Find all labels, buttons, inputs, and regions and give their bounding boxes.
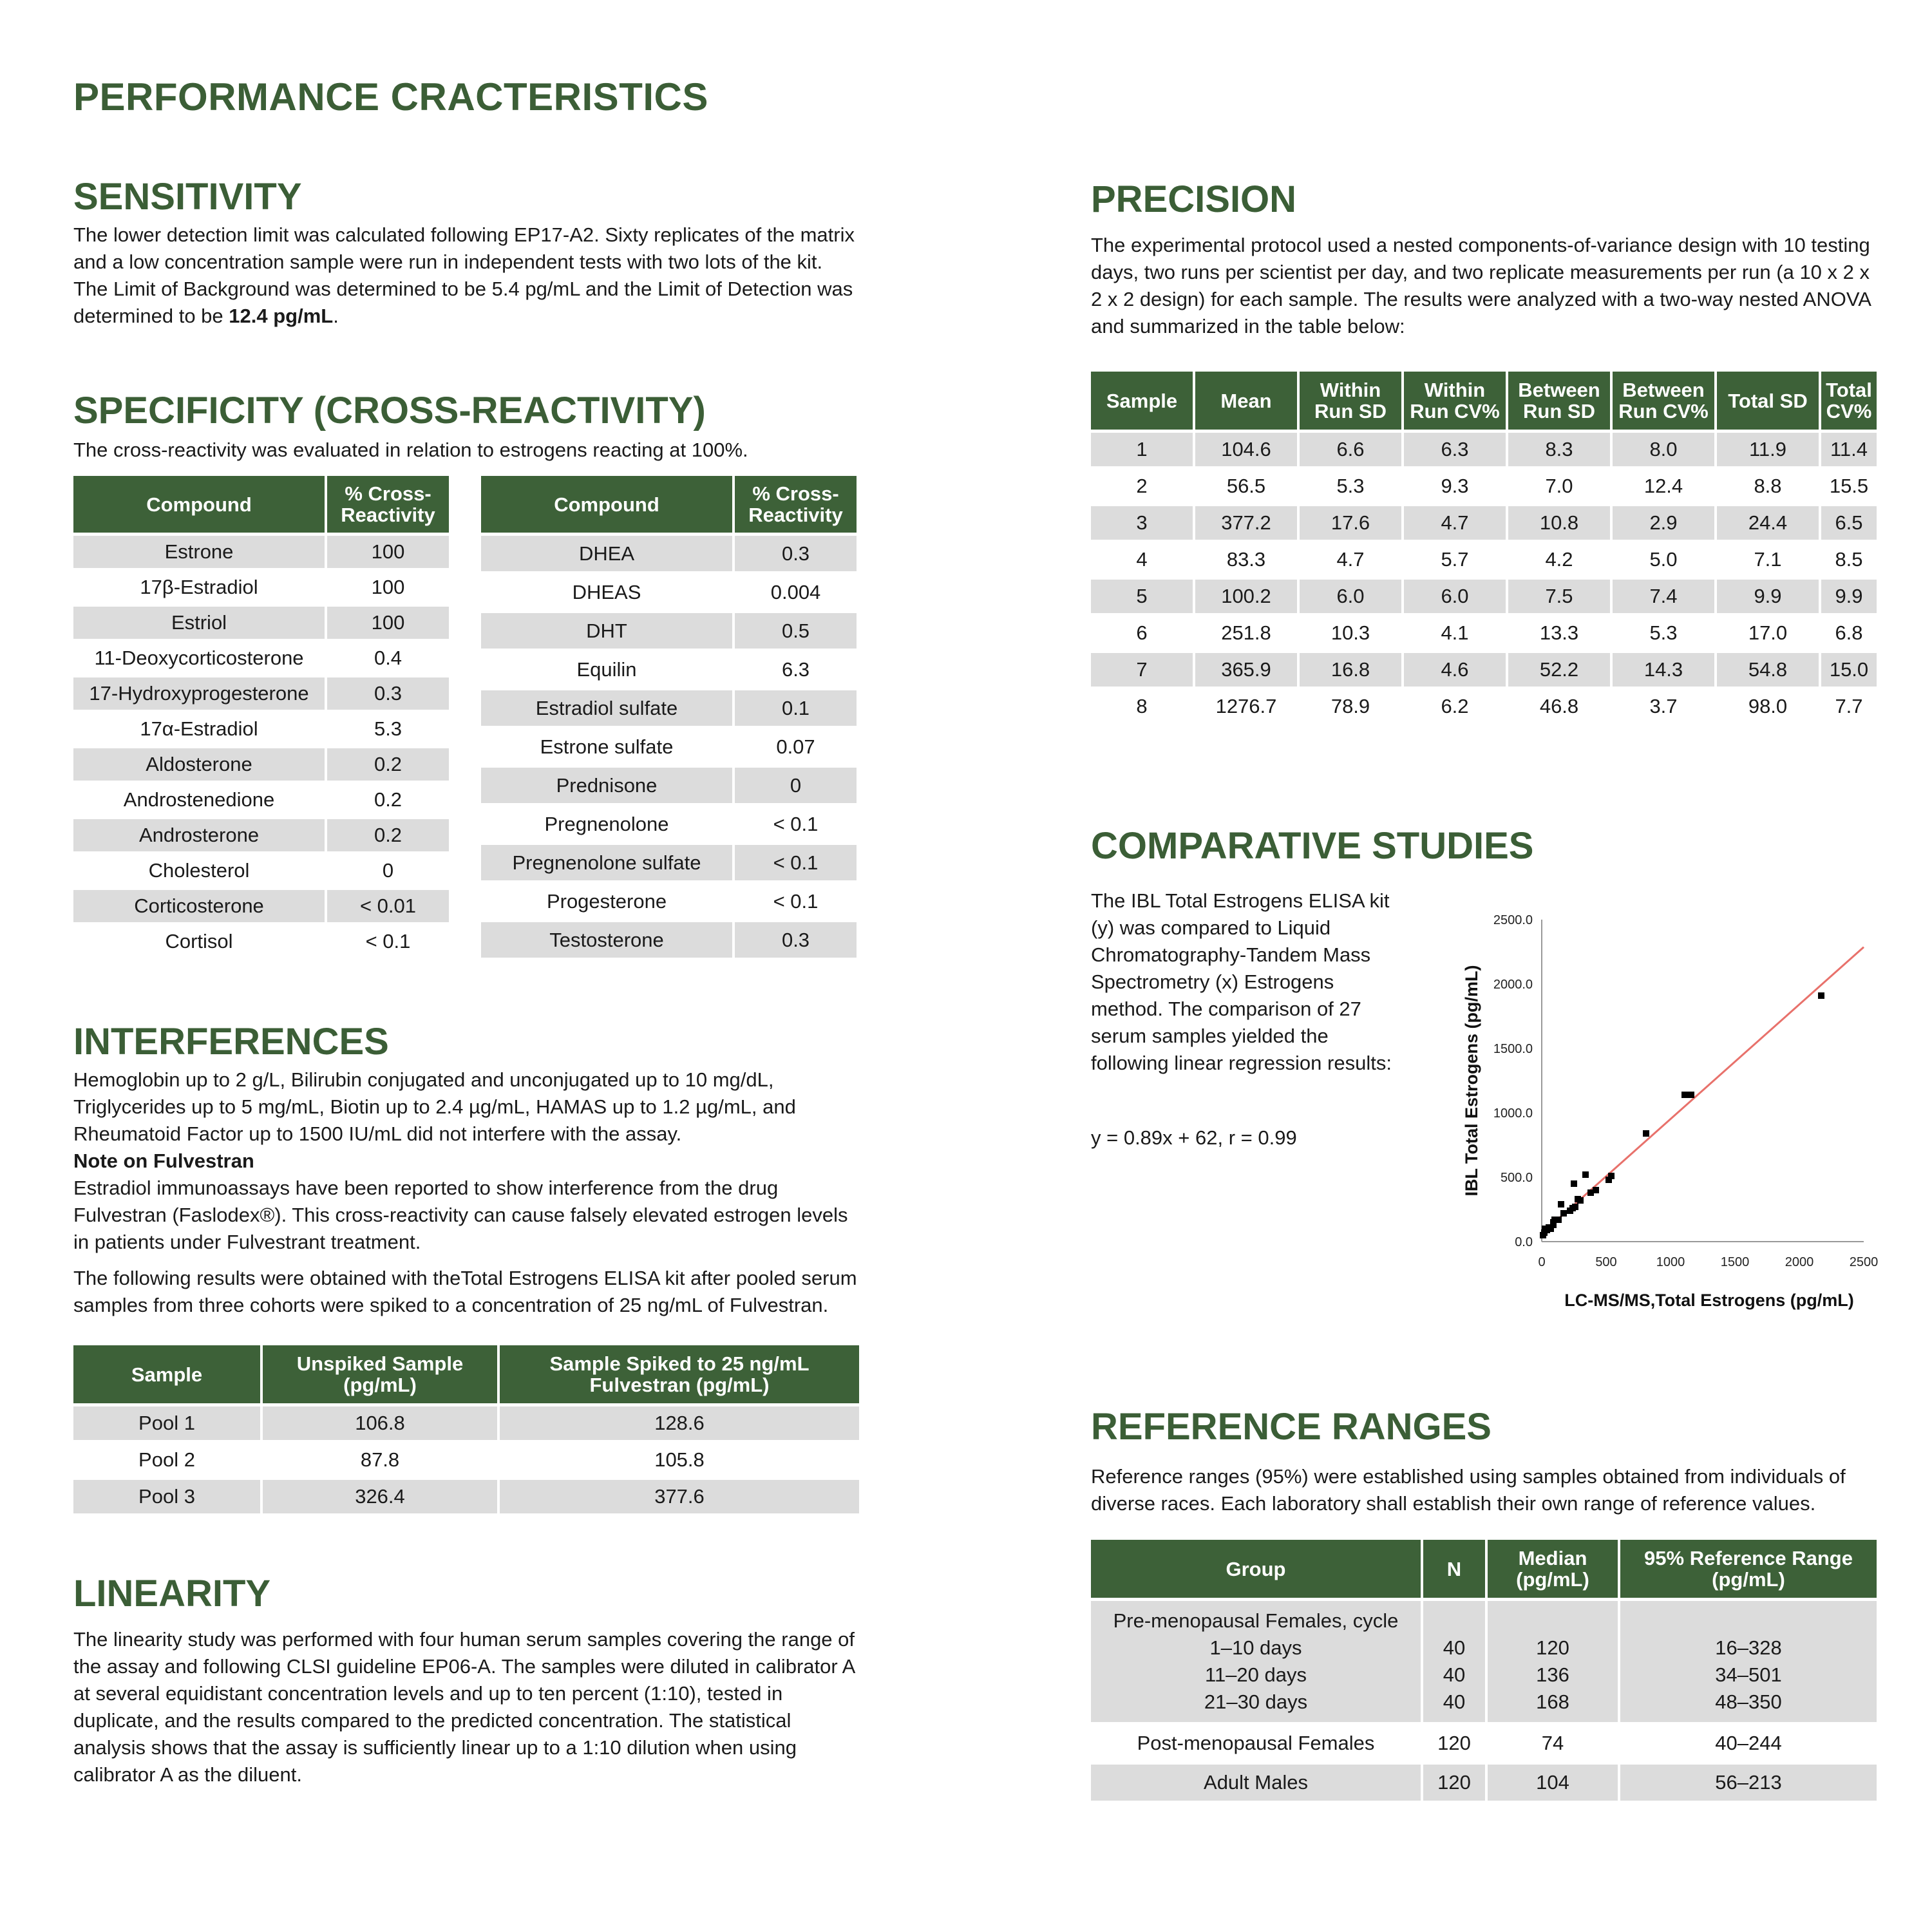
precision-cell: 9.9: [1717, 580, 1819, 613]
table-row: [73, 677, 449, 710]
data-point: [1572, 1204, 1578, 1210]
interferences-section: [73, 1019, 859, 1517]
table-row: [1091, 506, 1877, 540]
cross-reactivity-cell: 0.4: [374, 647, 402, 669]
value: 40: [1443, 1636, 1466, 1659]
compound-cell: Testosterone: [481, 922, 732, 958]
n-cell: 120: [1423, 1765, 1485, 1801]
n-header: N: [1423, 1540, 1485, 1598]
precision-cell: 5.7: [1441, 548, 1469, 571]
precision-header: Within Run CV%: [1404, 372, 1506, 430]
precision-cell: 4: [1136, 548, 1148, 571]
precision-cell: 5.3: [1649, 621, 1678, 644]
cross-reactivity-cell: 0: [382, 859, 394, 882]
group-cell: Post-menopausal Females: [1137, 1732, 1375, 1754]
precision-cell: 1276.7: [1215, 695, 1277, 717]
precision-cell: 10.3: [1331, 621, 1370, 644]
y-tick-label: 0.0: [1515, 1235, 1533, 1249]
cross-reactivity-cell: < 0.1: [773, 812, 819, 835]
compound-cell: Prednisone: [481, 768, 732, 803]
cross-reactivity-cell: < 0.1: [773, 889, 819, 913]
compound-cell: Pregnenolone sulfate: [481, 845, 732, 880]
median-header: Median (pg/mL): [1488, 1540, 1618, 1598]
value: 16–328: [1715, 1636, 1782, 1659]
table-row: [1091, 616, 1877, 650]
table-row: [73, 855, 449, 887]
compound-cell: 11-Deoxycorticosterone: [94, 647, 304, 669]
cycle-days-label: 1–10 days: [1209, 1636, 1302, 1659]
data-point: [1643, 1130, 1649, 1137]
table-row: [481, 806, 857, 842]
table-row: [73, 890, 449, 922]
linearity-section: [73, 1571, 859, 1788]
unspiked-cell: 106.8: [263, 1406, 497, 1440]
precision-cell: 8: [1136, 695, 1148, 717]
range-cell: [1620, 1601, 1877, 1722]
pre-menopausal-row: [1091, 1601, 1877, 1722]
cross-reactivity-cell: 0.07: [776, 735, 815, 758]
compound-cell: 17-Hydroxyprogesterone: [73, 677, 325, 710]
table-row: [481, 574, 857, 610]
precision-cell: 6.6: [1300, 433, 1401, 466]
compound-cell: Aldosterone: [73, 748, 325, 781]
sample-header: Sample: [73, 1345, 260, 1403]
table-row: [73, 1480, 859, 1513]
cross-reactivity-table-1: [71, 473, 451, 961]
precision-cell: 17.0: [1748, 621, 1788, 644]
fulvestran-table: [71, 1342, 862, 1517]
compound-cell: DHEAS: [572, 580, 641, 603]
adult-males-row: [1091, 1765, 1877, 1801]
x-tick-label: 0: [1538, 1255, 1546, 1269]
precision-cell: 83.3: [1226, 548, 1266, 571]
table-row: [1091, 580, 1877, 613]
compound-cell: 17β-Estradiol: [140, 576, 258, 598]
precision-section: [1091, 176, 1877, 726]
precision-cell: 4.6: [1404, 653, 1506, 687]
linearity-heading: LINEARITY: [73, 1573, 271, 1615]
precision-cell: 9.9: [1821, 580, 1877, 613]
table-row: [481, 845, 857, 880]
compound-cell: Androsterone: [73, 819, 325, 851]
precision-cell: 11.4: [1821, 433, 1877, 466]
specificity-section: [73, 388, 859, 961]
cross-reactivity-header: % Cross-Reactivity: [735, 476, 857, 533]
compound-header: Compound: [73, 476, 325, 533]
group-cell: [1091, 1601, 1421, 1722]
precision-cell: 16.8: [1300, 653, 1401, 687]
table-row: [73, 642, 449, 674]
precision-cell: 2: [1136, 475, 1148, 497]
reference-section: [1091, 1404, 1877, 1804]
table-row: [73, 819, 449, 851]
specificity-text: The cross-reactivity was evaluated in relation to estrogens reacting at 100%.: [73, 439, 748, 461]
precision-cell: 6.5: [1821, 506, 1877, 540]
precision-cell: 365.9: [1195, 653, 1297, 687]
group-header: Group: [1091, 1540, 1421, 1598]
compound-cell: Estrone: [73, 536, 325, 568]
y-tick-label: 1000.0: [1493, 1106, 1533, 1121]
precision-header: Total SD: [1717, 372, 1819, 430]
compound-cell: Pregnenolone: [544, 812, 669, 835]
x-tick-label: 500: [1595, 1255, 1617, 1269]
table-row: [481, 768, 857, 803]
cross-reactivity-table-2: [478, 473, 859, 961]
precision-cell: 4.2: [1545, 548, 1573, 571]
table-row: [73, 1406, 859, 1440]
precision-cell: 7.0: [1545, 475, 1573, 497]
median-cell: 74: [1541, 1732, 1564, 1754]
compound-cell: Corticosterone: [73, 890, 325, 922]
data-point: [1593, 1187, 1599, 1193]
data-point: [1571, 1180, 1577, 1187]
range-cell: 40–244: [1715, 1732, 1782, 1754]
cross-reactivity-cell: 0.5: [735, 613, 857, 649]
precision-cell: 1: [1091, 433, 1193, 466]
reference-heading: REFERENCE RANGES: [1091, 1406, 1492, 1448]
spiked-cell: 377.6: [500, 1480, 859, 1513]
cross-reactivity-cell: 0.3: [735, 922, 857, 958]
precision-heading: PRECISION: [1091, 178, 1297, 220]
precision-cell: 46.8: [1539, 695, 1579, 717]
value: 120: [1536, 1636, 1569, 1659]
table-row: [73, 571, 449, 603]
precision-cell: 15.0: [1821, 653, 1877, 687]
precision-cell: 52.2: [1508, 653, 1610, 687]
compound-cell: DHEA: [481, 536, 732, 571]
precision-cell: 4.7: [1336, 548, 1365, 571]
x-tick-label: 2000: [1785, 1255, 1814, 1269]
precision-cell: 100.2: [1195, 580, 1297, 613]
specificity-heading: SPECIFICITY (CROSS-REACTIVITY): [73, 390, 706, 431]
sensitivity-heading: SENSITIVITY: [73, 176, 302, 218]
cross-reactivity-cell: 100: [371, 576, 405, 598]
precision-cell: 98.0: [1748, 695, 1788, 717]
precision-text: The experimental protocol used a nested components-of-variance design with 10 testing days, two runs per scientist per day, and two replicate measurements per run (a 10 x 2 x 2 x 2 design) for each sample. The results were analyzed with a two-way nested ANOVA and summarized in the table below:: [1091, 234, 1871, 337]
table-row: [481, 652, 857, 687]
spiked-header: Sample Spiked to 25 ng/mL Fulvestran (pg/mL): [500, 1345, 859, 1403]
precision-cell: 17.6: [1300, 506, 1401, 540]
compound-cell: Androstenedione: [123, 788, 275, 811]
unspiked-header: Unspiked Sample (pg/mL): [263, 1345, 497, 1403]
precision-cell: 6.0: [1404, 580, 1506, 613]
post-menopausal-row: [1091, 1725, 1877, 1761]
precision-header: Sample: [1091, 372, 1193, 430]
cross-reactivity-cell: 0.3: [735, 536, 857, 571]
comparative-text: The IBL Total Estrogens ELISA kit (y) was compared to Liquid Chromatography-Tandem Mass Spectrometry (x) Estrogens method. The comparison of 27 serum samples yielded the following linear regression results:: [1091, 889, 1392, 1074]
table-row: [481, 690, 857, 726]
precision-cell: 5: [1091, 580, 1193, 613]
table-row: [481, 536, 857, 571]
y-tick-label: 2000.0: [1493, 978, 1533, 992]
table-row: [73, 607, 449, 639]
precision-cell: 6.2: [1441, 695, 1469, 717]
value: 136: [1536, 1663, 1569, 1686]
table-row: [73, 536, 449, 568]
n-cell: [1423, 1601, 1485, 1722]
regression-equation: y = 0.89x + 62, r = 0.99: [1091, 1126, 1297, 1149]
data-point: [1582, 1171, 1589, 1178]
sample-cell: Pool 1: [73, 1406, 260, 1440]
precision-table: [1088, 368, 1879, 726]
table-row: [1091, 433, 1877, 466]
precision-cell: 104.6: [1195, 433, 1297, 466]
interferences-text: Hemoglobin up to 2 g/L, Bilirubin conjugated and unconjugated up to 10 mg/dL, Triglycerides up to 5 mg/mL, Biotin up to 2.4 µg/mL, HAMAS up to 1.2 µg/mL, and Rheumatoid Factor up to 1500 IU/mL did not interfere with the assay.: [73, 1068, 796, 1145]
precision-cell: 6.0: [1300, 580, 1401, 613]
spiked-cell: 128.6: [500, 1406, 859, 1440]
value: 168: [1536, 1690, 1569, 1713]
precision-cell: 377.2: [1195, 506, 1297, 540]
compound-cell: Equilin: [576, 658, 637, 681]
left-column: [73, 174, 859, 1788]
table-row: [481, 922, 857, 958]
y-tick-label: 1500.0: [1493, 1042, 1533, 1056]
precision-cell: 9.3: [1441, 475, 1469, 497]
spiked-cell: 105.8: [654, 1448, 705, 1471]
sample-cell: Pool 2: [138, 1448, 195, 1471]
compound-cell: Cholesterol: [148, 859, 250, 882]
reference-text: Reference ranges (95%) were established using samples obtained from individuals of diverse races. Each laboratory shall establish their own range of reference values.: [1091, 1465, 1846, 1515]
data-point: [1818, 992, 1824, 999]
cross-reactivity-cell: 0: [735, 768, 857, 803]
precision-cell: 11.9: [1717, 433, 1819, 466]
right-column: [1091, 174, 1877, 1804]
precision-header: Mean: [1195, 372, 1297, 430]
precision-cell: 78.9: [1331, 695, 1370, 717]
cross-reactivity-tables: [73, 473, 859, 961]
y-tick-label: 2500.0: [1493, 913, 1533, 927]
value: 40: [1443, 1663, 1466, 1686]
precision-header: Between Run CV%: [1613, 372, 1714, 430]
table-row: [1091, 653, 1877, 687]
table-row: [481, 884, 857, 919]
table-row: [73, 1443, 859, 1477]
precision-header: Within Run SD: [1300, 372, 1401, 430]
comparative-section: [1091, 823, 1877, 1351]
precision-cell: 13.3: [1539, 621, 1579, 644]
value: 48–350: [1715, 1690, 1782, 1713]
comparison-scatter-chart: [1426, 881, 1883, 1319]
n-cell: 120: [1437, 1732, 1471, 1754]
data-point: [1560, 1210, 1567, 1217]
compound-header: Compound: [481, 476, 732, 533]
cross-reactivity-cell: 6.3: [781, 658, 810, 681]
precision-header: Total CV%: [1821, 372, 1877, 430]
cross-reactivity-cell: 0.004: [770, 580, 821, 603]
x-tick-label: 1000: [1656, 1255, 1685, 1269]
compound-cell: Cortisol: [165, 930, 233, 952]
fulvestran-note-text: Estradiol immunoassays have been reported to show interference from the drug Fulvestran (Faslodex®). This cross-reactivity can cause falsely elevated estrogen levels in patients under Fulvestrant treatment.: [73, 1177, 848, 1253]
precision-header: Between Run SD: [1508, 372, 1610, 430]
cross-reactivity-cell: < 0.01: [327, 890, 449, 922]
table-row: [1091, 690, 1877, 723]
precision-cell: 2.9: [1613, 506, 1714, 540]
precision-cell: 6.3: [1404, 433, 1506, 466]
table-row: [73, 784, 449, 816]
table-row: [481, 613, 857, 649]
compound-cell: Estrone sulfate: [540, 735, 674, 758]
precision-cell: 7: [1091, 653, 1193, 687]
precision-cell: 4.1: [1441, 621, 1469, 644]
cross-reactivity-cell: 0.2: [374, 788, 402, 811]
fulvestran-results-text: The following results were obtained with theTotal Estrogens ELISA kit after pooled serum samples from three cohorts were spiked to a concentration of 25 ng/mL of Fulvestran.: [73, 1267, 857, 1316]
precision-cell: 4.7: [1404, 506, 1506, 540]
y-axis-label: IBL Total Estrogens (pg/mL): [1462, 965, 1481, 1197]
table-row: [73, 748, 449, 781]
value: 34–501: [1715, 1663, 1782, 1686]
data-point: [1577, 1197, 1584, 1204]
table-row: [73, 713, 449, 745]
unspiked-cell: 326.4: [263, 1480, 497, 1513]
precision-cell: 10.8: [1508, 506, 1610, 540]
precision-cell: 7.1: [1754, 548, 1782, 571]
precision-cell: 8.3: [1508, 433, 1610, 466]
compound-cell: Progesterone: [546, 889, 667, 913]
sample-cell: Pool 3: [73, 1480, 260, 1513]
table-row: [1091, 543, 1877, 576]
cycle-days-label: 11–20 days: [1205, 1663, 1307, 1686]
cross-reactivity-header: % Cross-Reactivity: [327, 476, 449, 533]
precision-cell: 7.5: [1508, 580, 1610, 613]
compound-cell: Estradiol sulfate: [481, 690, 732, 726]
precision-cell: 12.4: [1643, 475, 1683, 497]
precision-cell: 8.0: [1613, 433, 1714, 466]
precision-cell: 15.5: [1829, 475, 1869, 497]
precision-cell: 5.3: [1336, 475, 1365, 497]
table-row: [1091, 469, 1877, 503]
compound-cell: 17α-Estradiol: [140, 717, 258, 740]
value: 40: [1443, 1690, 1466, 1713]
data-point: [1558, 1201, 1564, 1208]
precision-cell: 8.8: [1754, 475, 1782, 497]
unspiked-cell: 87.8: [360, 1448, 400, 1471]
cross-reactivity-cell: < 0.1: [365, 930, 411, 952]
linearity-text: The linearity study was performed with four human serum samples covering the range of the assay and following CLSI guideline EP06-A. The samples were diluted in calibrator A at several equidistant concentration levels and up to ten percent (1:10), tested in duplicate, and the results compared to the predicted concentration. The statistical analysis shows that the assay is sufficiently linear up to a 1:10 dilution when using calibrator A as the diluent.: [73, 1628, 855, 1786]
precision-cell: 5.0: [1649, 548, 1678, 571]
fulvestran-note-title: Note on Fulvestran: [73, 1150, 254, 1172]
group-cell: Adult Males: [1091, 1765, 1421, 1801]
cross-reactivity-cell: 100: [327, 536, 449, 568]
precision-cell: 6: [1136, 621, 1148, 644]
cycle-days-label: 21–30 days: [1204, 1690, 1308, 1713]
table-row: [73, 925, 449, 958]
pre-menopausal-label: Pre-menopausal Females, cycle: [1113, 1609, 1399, 1632]
compound-cell: Estriol: [73, 607, 325, 639]
reference-ranges-table: [1088, 1537, 1879, 1804]
cross-reactivity-cell: 0.2: [327, 819, 449, 851]
precision-cell: 14.3: [1613, 653, 1714, 687]
interferences-heading: INTERFERENCES: [73, 1021, 389, 1063]
median-cell: 104: [1488, 1765, 1618, 1801]
comparative-heading: COMPARATIVE STUDIES: [1091, 825, 1534, 867]
cross-reactivity-cell: < 0.1: [735, 845, 857, 880]
precision-cell: 24.4: [1717, 506, 1819, 540]
precision-cell: 56.5: [1226, 475, 1266, 497]
table-row: [481, 729, 857, 764]
sensitivity-text: The lower detection limit was calculated following EP17-A2. Sixty replicates of the matrix and a low concentration sample were run in independent tests with two lots of the kit. The Limit of Background was determined to be 5.4 pg/mL and the Limit of Detection was determined to be 12.4 pg/mL.: [73, 223, 855, 327]
data-point: [1550, 1219, 1557, 1226]
precision-cell: 7.4: [1613, 580, 1714, 613]
page-title: PERFORMANCE CRACTERISTICS: [73, 75, 708, 118]
cross-reactivity-cell: 0.2: [327, 748, 449, 781]
cross-reactivity-cell: 0.3: [327, 677, 449, 710]
data-point: [1608, 1173, 1615, 1179]
precision-cell: 3.7: [1649, 695, 1678, 717]
x-axis-label: LC-MS/MS,Total Estrogens (pg/mL): [1564, 1291, 1854, 1310]
precision-cell: 3: [1091, 506, 1193, 540]
cross-reactivity-cell: 5.3: [374, 717, 402, 740]
precision-cell: 251.8: [1221, 621, 1271, 644]
range-header: 95% Reference Range (pg/mL): [1620, 1540, 1877, 1598]
precision-cell: 7.7: [1835, 695, 1863, 717]
precision-cell: 8.5: [1835, 548, 1863, 571]
lod-value: 12.4 pg/mL: [229, 305, 334, 327]
precision-cell: 6.8: [1835, 621, 1863, 644]
precision-cell: 54.8: [1717, 653, 1819, 687]
x-tick-label: 1500: [1720, 1255, 1750, 1269]
sensitivity-section: [73, 174, 859, 330]
median-cell: [1488, 1601, 1618, 1722]
compound-cell: DHT: [481, 613, 732, 649]
y-tick-label: 500.0: [1500, 1171, 1533, 1185]
data-point: [1688, 1092, 1694, 1098]
range-cell: 56–213: [1620, 1765, 1877, 1801]
cross-reactivity-cell: 0.1: [735, 690, 857, 726]
x-tick-label: 2500: [1849, 1255, 1879, 1269]
cross-reactivity-cell: 100: [327, 607, 449, 639]
data-point: [1681, 1092, 1688, 1098]
